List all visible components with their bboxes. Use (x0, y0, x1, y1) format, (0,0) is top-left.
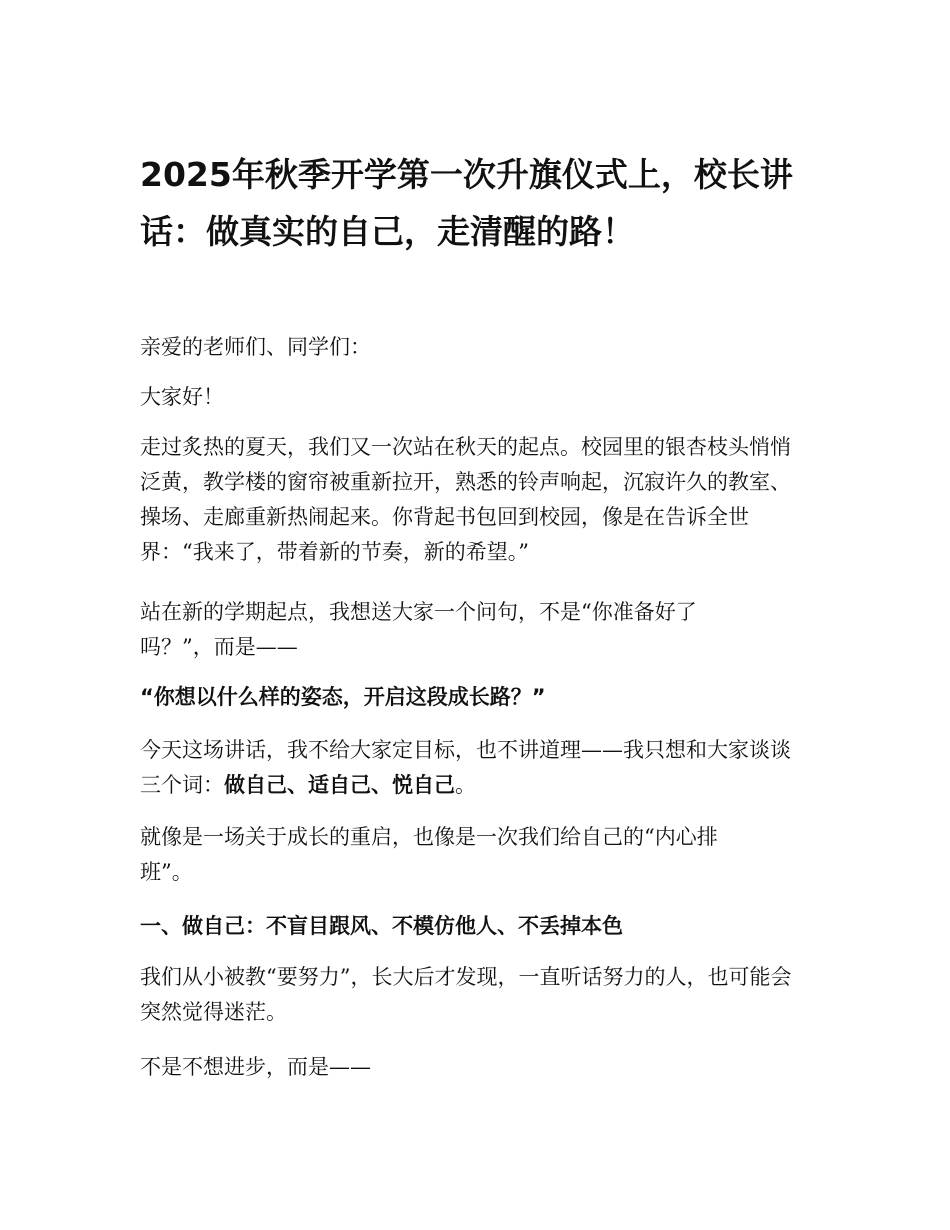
three-words-paragraph (140, 733, 802, 803)
not-paragraph: 不是不想进步，而是—— (140, 1055, 371, 1079)
intro-paragraph: 走过炙热的夏天，我们又一次站在秋天的起点。校园里的银杏枝头悄悄泛黄，教学楼的窗帘被重新拉开，熟悉的铃声响起，沉寂许久的教室、操场、走廊重新热闹起来。你背起书包回到校园，像是在告诉全世界：“我来了，带着新的节奏，新的希望。” (140, 435, 791, 564)
effort-paragraph: 我们从小被教“要努力”，长大后才发现，一直听话努力的人，也可能会突然觉得迷茫。 (140, 965, 792, 1024)
three-words-emphasis: 做自己、适自己、悦自己 (224, 773, 455, 797)
question-paragraph: 站在新的学期起点，我想送大家一个问句，不是“你准备好了吗？”，而是—— (140, 600, 697, 659)
restart-paragraph: 就像是一场关于成长的重启，也像是一次我们给自己的“内心排班”。 (140, 825, 718, 884)
document-title: 2025年秋季开学第一次升旗仪式上，校长讲话：做真实的自己，走清醒的路！ (140, 155, 793, 251)
question-quote: “你想以什么样的姿态，开启这段成长路？” (140, 685, 546, 709)
section-one-heading: 一、做自己：不盲目跟风、不模仿他人、不丢掉本色 (140, 914, 623, 938)
hello-line: 大家好！ (140, 385, 224, 409)
three-words-text: 今天这场讲话，我不给大家定目标，也不讲道理——我只想和大家谈谈三个词： (140, 738, 791, 797)
three-words-end: 。 (455, 773, 476, 797)
greeting: 亲爱的老师们、同学们： (140, 335, 371, 359)
